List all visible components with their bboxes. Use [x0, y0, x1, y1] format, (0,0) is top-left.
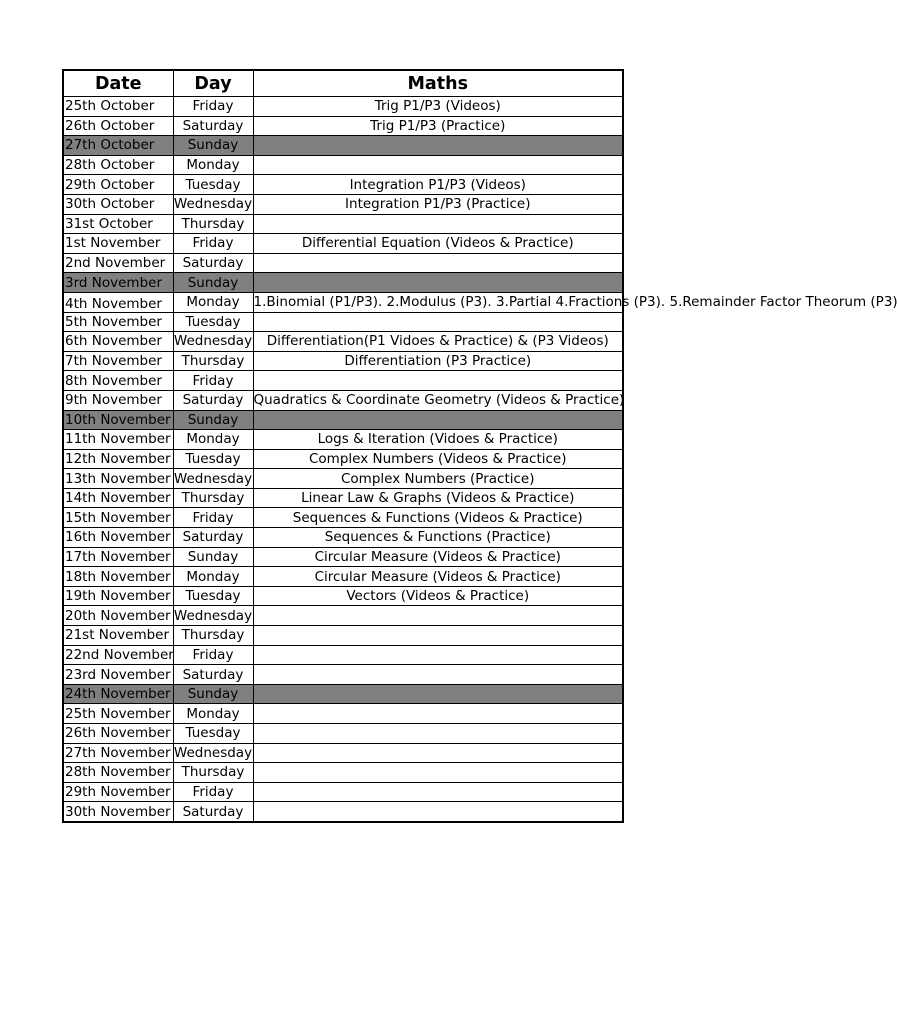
table-row	[63, 292, 623, 312]
maths-cell	[253, 273, 623, 293]
date-cell: 24th November	[63, 684, 173, 704]
day-cell: Thursday	[173, 214, 253, 234]
date-cell: 21st November	[63, 626, 173, 646]
table-row	[63, 97, 623, 117]
date-cell: 23rd November	[63, 665, 173, 685]
maths-cell: Differentiation(P1 Vidoes & Practice) & (P3 Videos)	[253, 332, 623, 352]
maths-cell: Differentiation (P3 Practice)	[253, 351, 623, 371]
table-row	[63, 802, 623, 822]
table-row	[63, 155, 623, 175]
day-cell: Wednesday	[173, 333, 253, 350]
date-cell: 5th November	[63, 312, 173, 332]
maths-cell: Integration P1/P3 (Practice)	[253, 194, 623, 214]
day-cell: Wednesday	[173, 744, 253, 761]
date-cell: 4th November	[63, 292, 173, 312]
date-cell: 9th November	[63, 390, 173, 410]
date-cell: 7th November	[63, 351, 173, 371]
day-cell: Saturday	[173, 528, 253, 548]
date-cell: 26th October	[63, 116, 173, 136]
day-cell: Wednesday	[173, 607, 253, 624]
day-cell: Monday	[173, 704, 253, 724]
date-cell: 12th November	[63, 449, 173, 469]
day-cell: Friday	[173, 97, 253, 117]
maths-cell: Circular Measure (Videos & Practice)	[253, 567, 623, 587]
table-row	[63, 410, 623, 430]
day-cell: Sunday	[173, 136, 253, 156]
day-cell: Tuesday	[173, 175, 253, 195]
date-cell: 31st October	[63, 214, 173, 234]
maths-cell: 1.Binomial (P1/P3). 2.Modulus (P3). 3.Partial 4.Fractions (P3). 5.Remainder Factor Theorum (P3)	[253, 294, 898, 311]
table-row	[63, 645, 623, 665]
table-row	[63, 782, 623, 802]
maths-cell	[253, 782, 623, 802]
table-row	[63, 312, 623, 332]
maths-cell: Circular Measure (Videos & Practice)	[253, 547, 623, 567]
maths-cell	[253, 645, 623, 665]
maths-cell: Integration P1/P3 (Videos)	[253, 175, 623, 195]
table-row	[63, 665, 623, 685]
day-cell: Tuesday	[173, 586, 253, 606]
date-cell: 22nd November	[65, 646, 174, 663]
date-cell: 16th November	[63, 528, 173, 548]
table-row	[63, 194, 623, 214]
maths-cell	[253, 763, 623, 783]
maths-cell	[253, 253, 623, 273]
maths-cell	[253, 665, 623, 685]
date-cell: 20th November	[63, 606, 173, 626]
day-cell: Sunday	[173, 410, 253, 430]
day-cell: Saturday	[173, 116, 253, 136]
maths-cell: Vectors (Videos & Practice)	[253, 586, 623, 606]
date-cell: 11th November	[63, 430, 173, 450]
day-cell: Saturday	[173, 253, 253, 273]
day-cell: Tuesday	[173, 724, 253, 744]
day-cell: Friday	[173, 234, 253, 254]
table-row	[63, 371, 623, 391]
table-row	[63, 724, 623, 744]
date-cell: 2nd November	[63, 253, 173, 273]
day-cell: Saturday	[173, 665, 253, 685]
date-cell: 28th October	[63, 155, 173, 175]
table-row	[63, 273, 623, 293]
date-cell: 27th October	[63, 136, 173, 156]
maths-cell	[253, 684, 623, 704]
day-cell: Monday	[173, 430, 253, 450]
maths-cell	[253, 626, 623, 646]
date-cell: 8th November	[63, 371, 173, 391]
maths-cell	[253, 724, 623, 744]
header-row	[63, 70, 623, 97]
table-row	[63, 528, 623, 548]
date-cell: 28th November	[63, 763, 173, 783]
date-cell: 30th October	[63, 194, 173, 214]
day-cell: Friday	[173, 782, 253, 802]
maths-cell: Sequences & Functions (Practice)	[253, 528, 623, 548]
maths-cell: Trig P1/P3 (Videos)	[253, 97, 623, 117]
date-cell: 6th November	[63, 332, 173, 352]
day-cell: Friday	[173, 508, 253, 528]
day-cell: Sunday	[173, 273, 253, 293]
day-cell: Monday	[173, 567, 253, 587]
maths-cell: Sequences & Functions (Videos & Practice)	[253, 508, 623, 528]
day-cell: Monday	[173, 155, 253, 175]
table-row	[63, 253, 623, 273]
maths-cell: Complex Numbers (Videos & Practice)	[253, 449, 623, 469]
table-row	[63, 351, 623, 371]
date-cell: 3rd November	[63, 273, 173, 293]
day-cell: Saturday	[173, 390, 253, 410]
date-cell: 30th November	[63, 802, 173, 822]
maths-cell	[253, 136, 623, 156]
date-cell: 14th November	[63, 488, 173, 508]
maths-cell: Complex Numbers (Practice)	[253, 469, 623, 489]
date-cell: 26th November	[63, 724, 173, 744]
table-row	[63, 469, 623, 489]
maths-cell	[253, 312, 623, 332]
maths-cell: Linear Law & Graphs (Videos & Practice)	[253, 488, 623, 508]
maths-cell: Trig P1/P3 (Practice)	[253, 116, 623, 136]
date-cell: 25th November	[63, 704, 173, 724]
maths-cell	[253, 214, 623, 234]
table-row	[63, 763, 623, 783]
day-cell: Thursday	[173, 488, 253, 508]
day-cell: Thursday	[173, 351, 253, 371]
maths-cell	[253, 155, 623, 175]
table-row	[63, 175, 623, 195]
date-column-header: Date	[63, 70, 173, 97]
maths-cell	[253, 606, 623, 626]
table-row	[63, 508, 623, 528]
table-row	[63, 743, 623, 763]
date-cell: 1st November	[63, 234, 173, 254]
day-cell: Friday	[173, 371, 253, 391]
table-row	[63, 234, 623, 254]
maths-cell	[253, 410, 623, 430]
date-cell: 29th November	[63, 782, 173, 802]
table-row	[63, 214, 623, 234]
day-cell: Thursday	[173, 763, 253, 783]
day-cell: Wednesday	[173, 196, 253, 213]
table-row	[63, 449, 623, 469]
maths-cell	[253, 704, 623, 724]
table-row	[63, 704, 623, 724]
table-row	[63, 136, 623, 156]
day-cell: Wednesday	[173, 470, 253, 487]
day-cell: Thursday	[173, 626, 253, 646]
maths-cell	[253, 743, 623, 763]
day-cell: Saturday	[173, 802, 253, 822]
table-row	[63, 606, 623, 626]
date-cell: 19th November	[63, 586, 173, 606]
day-column-header: Day	[173, 70, 253, 97]
day-cell: Monday	[173, 292, 253, 312]
maths-cell	[253, 371, 623, 391]
maths-cell: Differential Equation (Videos & Practice)	[253, 234, 623, 254]
date-cell: 13th November	[63, 469, 173, 489]
schedule-body	[63, 97, 898, 822]
maths-cell: Quadratics & Coordinate Geometry (Videos & Practice)	[253, 392, 625, 409]
table-row	[63, 332, 623, 352]
day-cell: Tuesday	[173, 312, 253, 332]
date-cell: 29th October	[63, 175, 173, 195]
day-cell: Friday	[173, 645, 253, 665]
table-row	[63, 684, 623, 704]
table-row	[63, 116, 623, 136]
schedule-table	[62, 69, 898, 823]
date-cell: 25th October	[63, 97, 173, 117]
day-cell: Sunday	[173, 684, 253, 704]
date-cell: 17th November	[63, 547, 173, 567]
day-cell: Tuesday	[173, 449, 253, 469]
table-row	[63, 626, 623, 646]
maths-column-header: Maths	[253, 70, 623, 97]
maths-cell: Logs & Iteration (Vidoes & Practice)	[253, 430, 623, 450]
date-cell: 27th November	[63, 743, 173, 763]
table-row	[63, 390, 623, 410]
date-cell: 15th November	[63, 508, 173, 528]
table-row	[63, 430, 623, 450]
table-row	[63, 547, 623, 567]
table-row	[63, 586, 623, 606]
day-cell: Sunday	[173, 547, 253, 567]
table-row	[63, 567, 623, 587]
table-row	[63, 488, 623, 508]
maths-cell	[253, 802, 623, 822]
date-cell: 18th November	[63, 567, 173, 587]
date-cell: 10th November	[63, 410, 173, 430]
